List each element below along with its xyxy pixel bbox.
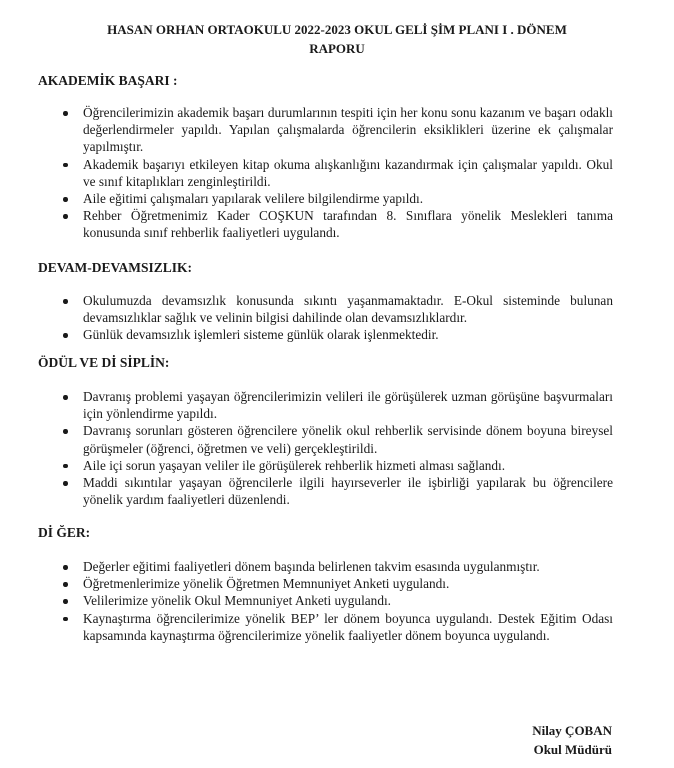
section-heading-devam-devamsizlik: DEVAM-DEVAMSIZLIK: <box>38 260 193 275</box>
section-heading-diger: Dİ ĞER: <box>38 525 91 540</box>
signature-name: Nilay ÇOBAN <box>532 723 612 738</box>
list-item: Aile içi sorun yaşayan veliler ile görüşülerek rehberlik hizmeti alması sağlandı. <box>83 457 613 474</box>
list-item: Rehber Öğretmenimiz Kader COŞKUN tarafından 8. Sınıflara yönelik Meslekleri tanıma konusunda sınıf rehberlik faaliyetleri uygulandı. <box>83 208 613 241</box>
list-item: Öğretmenlerimize yönelik Öğretmen Memnuniyet Anketi uygulandı. <box>83 575 613 592</box>
section-list-akademik-basari <box>83 104 613 242</box>
list-item: Davranış problemi yaşayan öğrencilerimizin velileri ile görüşülerek uzman görüşüne başvurmaları için yönlendirme yapıldı. <box>83 389 613 422</box>
list-item: Velilerimize yönelik Okul Memnuniyet Anketi uygulandı. <box>83 592 613 609</box>
list-item: Değerler eğitimi faaliyetleri dönem başında belirlenen takvim esasında uygulanmıştır. <box>83 558 613 575</box>
title-line-1: HASAN ORHAN ORTAOKULU 2022-2023 OKUL GELİ ŞİM PLANI I . DÖNEM <box>107 22 567 37</box>
document-title <box>0 20 674 58</box>
section-heading-odul-ve-disiplin: ÖDÜL VE Dİ SİPLİN: <box>38 355 170 370</box>
list-item: Maddi sıkıntılar yaşayan öğrencilerle ilgili hayırseverler ile işbirliği yapılarak bu öğrencilere yönelik yardım faaliyetleri düzenlendi. <box>83 475 613 508</box>
section-heading-akademik-basari: AKADEMİK BAŞARI : <box>38 73 178 88</box>
list-item: Kaynaştırma öğrencilerimize yönelik BEP’ ler dönem boyunca uygulandı. Destek Eğitim Odası kapsamında kaynaştırma öğrencilerimize yönelik faaliyetler dönem boyunca uygulandı. <box>83 610 613 643</box>
section-list-diger <box>83 558 613 644</box>
title-line-2: RAPORU <box>309 41 365 56</box>
list-item: Aile eğitimi çalışmaları yapılarak velilere bilgilendirme yapıldı. <box>83 190 613 207</box>
list-item: Günlük devamsızlık işlemleri sisteme günlük olarak işlenmektedir. <box>83 326 613 343</box>
list-item: Akademik başarıyı etkileyen kitap okuma alışkanlığını kazandırmak için çalışmalar yapıldı. Okul ve sınıf kitaplıkları zenginleştirildi. <box>83 156 613 189</box>
signature-role: Okul Müdürü <box>533 742 612 757</box>
list-item: Okulumuzda devamsızlık konusunda sıkıntı yaşanmamaktadır. E-Okul sisteminde bulunan devamsızlıklar sağlık ve velinin bilgisi dahilinde olan devamsızlıklardır. <box>83 293 613 326</box>
list-item: Davranış sorunları gösteren öğrencilere yönelik okul rehberlik servisinde dönem boyuna bireysel görüşmeler (öğrenci, öğretmen ve veli) gerçekleştirildi. <box>83 423 613 456</box>
section-list-devam-devamsizlik <box>83 292 613 344</box>
section-list-odul-ve-disiplin <box>83 388 613 508</box>
list-item: Öğrencilerimizin akademik başarı durumlarının tespiti için her konu sonu kazanım ve başarı odaklı değerlendirmeler yapıldı. Yapılan çalışmalarda öğrencilerin eksiklikleri üzerine ek çalışmalar yapılmıştır. <box>83 105 613 155</box>
signature-block <box>532 721 612 759</box>
